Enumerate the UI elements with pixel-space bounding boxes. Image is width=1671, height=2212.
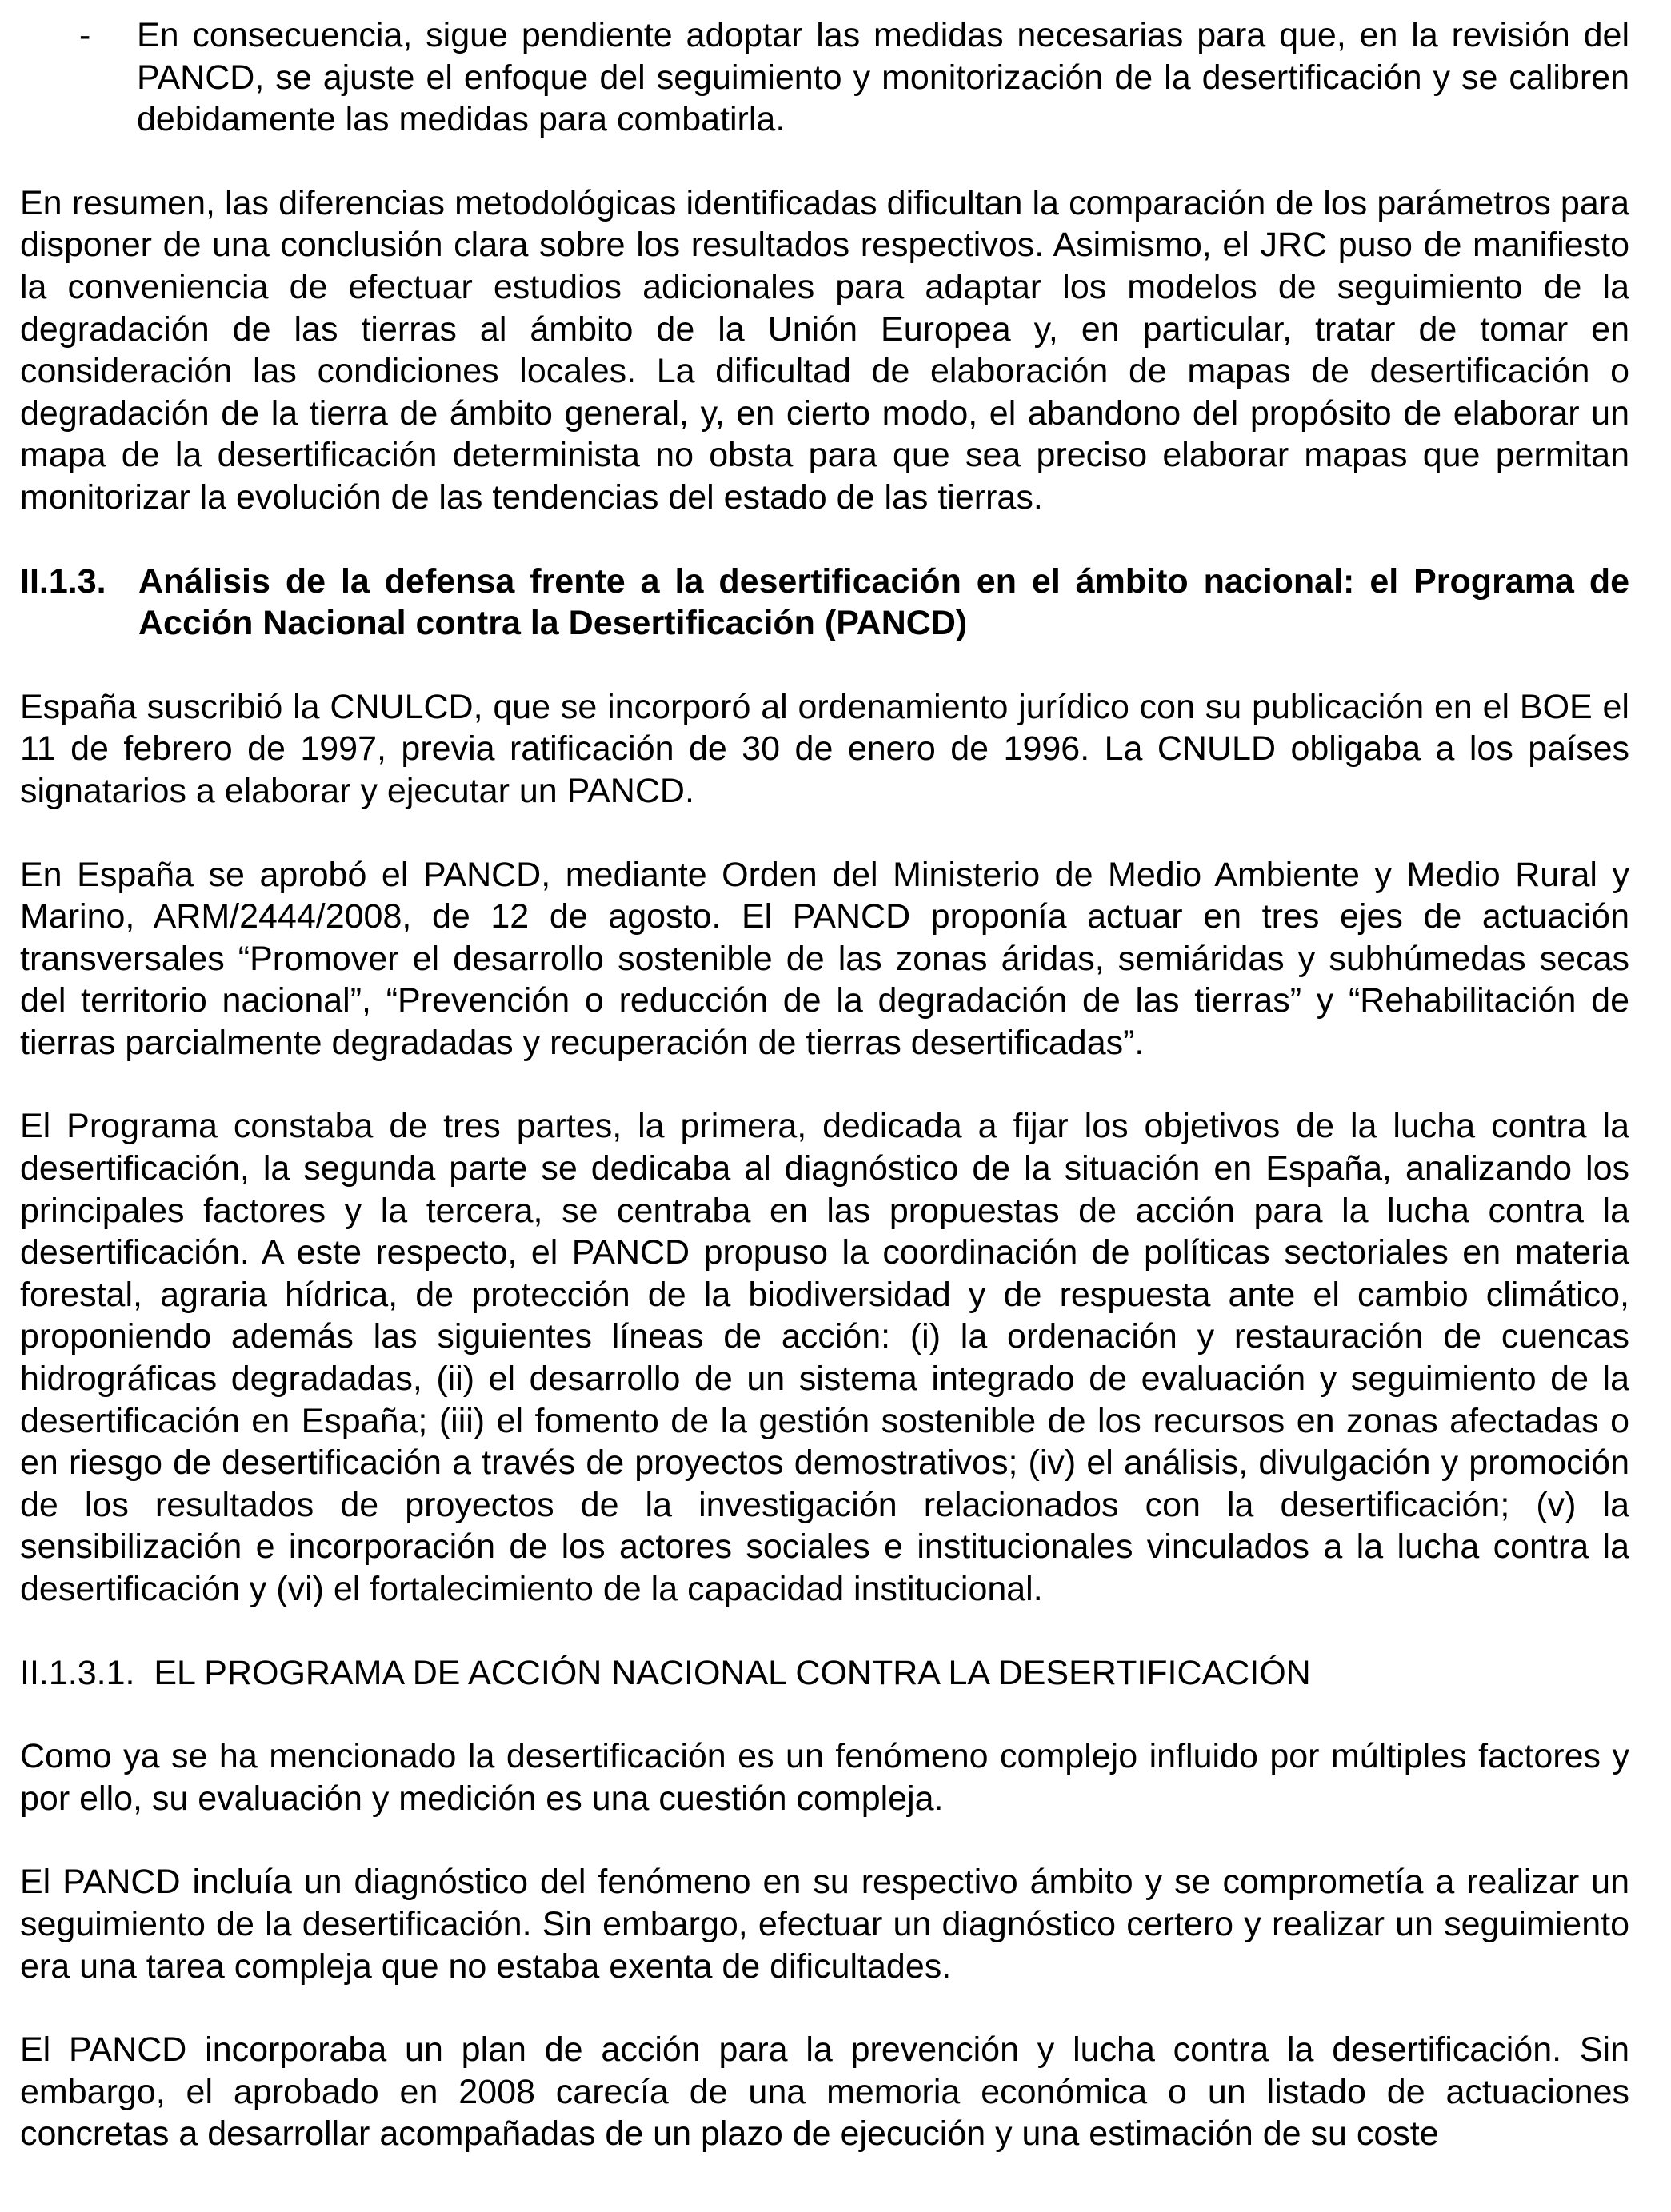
- subsection-title: EL PROGRAMA DE ACCIÓN NACIONAL CONTRA LA DESERTIFICACIÓN: [154, 1653, 1311, 1692]
- paragraph-action-plan: El PANCD incorporaba un plan de acción para la prevención y lucha contra la desertificación. Sin embargo, el aprobado en 2008 carecía de una memoria económica o un listado de actuaciones concretas a desarrollar acompañadas de un plazo de ejecución y una estimación de su coste: [20, 2030, 1629, 2154]
- spacer: [20, 1987, 1629, 2029]
- spacer: [20, 519, 1629, 561]
- spacer: [20, 1694, 1629, 1735]
- spacer: [20, 1611, 1629, 1652]
- bullet-text: En consecuencia, sigue pendiente adoptar las medidas necesarias para que, en la revisión del PANCD, se ajuste el enfoque del seguimiento y monitorización de la desertificación y se calibren debidamente las medidas para combatirla.: [137, 16, 1629, 139]
- paragraph-program-parts: El Programa constaba de tres partes, la primera, dedicada a fijar los objetivos de la lucha contra la desertificación, la segunda parte se dedicaba al diagnóstico de la situación en España, analizando los principales factores y la tercera, se centraba en las propuestas de acción para la lucha contra la desertificación. A este respecto, el PANCD propuso la coordinación de políticas sectoriales en materia forestal, agraria hídrica, de protección de la biodiversidad y de respuesta ante el cambio climático, proponiendo además las siguientes líneas de acción: (i) la ordenación y restauración de cuencas hidrográficas degradadas, (ii) el desarrollo de un sistema integrado de evaluación y seguimiento de la desertificación en España; (iii) el fomento de la gestión sostenible de los recursos en zonas afectadas o en riesgo de desertificación a través de proyectos demostrativos; (iv) el análisis, divulgación y promoción de los resultados de proyectos de la investigación relacionados con la desertificación; (v) la sensibilización e incorporación de los actores sociales e institucionales vinculados a la lucha contra la desertificación y (vi) el fortalecimiento de la capacidad institucional.: [20, 1107, 1629, 1608]
- spacer: [20, 141, 1629, 182]
- paragraph-summary: En resumen, las diferencias metodológicas identificadas dificultan la comparación de los parámetros para disponer de una conclusión clara sobre los resultados respectivos. Asimismo, el JRC puso de manifiesto la conveniencia de efectuar estudios adicionales para adaptar los modelos de seguimiento de la degradación de las tierras al ámbito de la Unión Europea y, en particular, tratar de tomar en consideración las condiciones locales. La dificultad de elaboración de mapas de desertificación o degradación de la tierra de ámbito general, y, en cierto modo, el abandono del propósito de elaborar un mapa de la desertificación determinista no obsta para que sea preciso elaborar mapas que permitan monitorizar la evolución de las tendencias del estado de las tierras.: [20, 183, 1629, 517]
- subsection-heading: [20, 1652, 1629, 1695]
- section-number: II.1.3.: [20, 561, 106, 601]
- paragraph-cnulcd: España suscribió la CNULCD, que se incorporó al ordenamiento jurídico con su publicación en el BOE el 11 de febrero de 1997, previa ratificación de 30 de enero de 1996. La CNULD obligaba a los países signatarios a elaborar y ejecutar un PANCD.: [20, 687, 1629, 810]
- paragraph-pancd-approval: En España se aprobó el PANCD, mediante Orden del Ministerio de Medio Ambiente y Medio Rural y Marino, ARM/2444/2008, de 12 de agosto. El PANCD proponía actuar en tres ejes de actuación transversales “Promover el desarrollo sostenible de las zonas áridas, semiáridas y subhúmedas secas del territorio nacional”, “Prevención o reducción de la degradación de las tierras” y “Rehabilitación de tierras parcialmente degradadas y recuperación de tierras desertificadas”.: [20, 855, 1629, 1062]
- spacer: [20, 645, 1629, 686]
- spacer: [20, 1819, 1629, 1861]
- spacer: [20, 1064, 1629, 1105]
- paragraph-complexity: Como ya se ha mencionado la desertificación es un fenómeno complejo influido por múltiples factores y por ello, su evaluación y medición es una cuestión compleja.: [20, 1737, 1629, 1818]
- spacer: [20, 813, 1629, 854]
- section-title: Análisis de la defensa frente a la desertificación en el ámbito nacional: el Programa de Acción Nacional contra la Desertificación (PANCD): [138, 561, 1629, 643]
- bullet-marker: -: [79, 16, 91, 54]
- paragraph-diagnosis: El PANCD incluía un diagnóstico del fenómeno en su respectivo ámbito y se comprometía a realizar un seguimiento de la desertificación. Sin embargo, efectuar un diagnóstico certero y realizar un seguimiento era una tarea compleja que no estaba exenta de dificultades.: [20, 1863, 1629, 1986]
- document-page: [20, 14, 1629, 2155]
- section-heading: [20, 561, 1629, 645]
- bullet-item: [20, 14, 1629, 141]
- subsection-number: II.1.3.1.: [20, 1653, 135, 1692]
